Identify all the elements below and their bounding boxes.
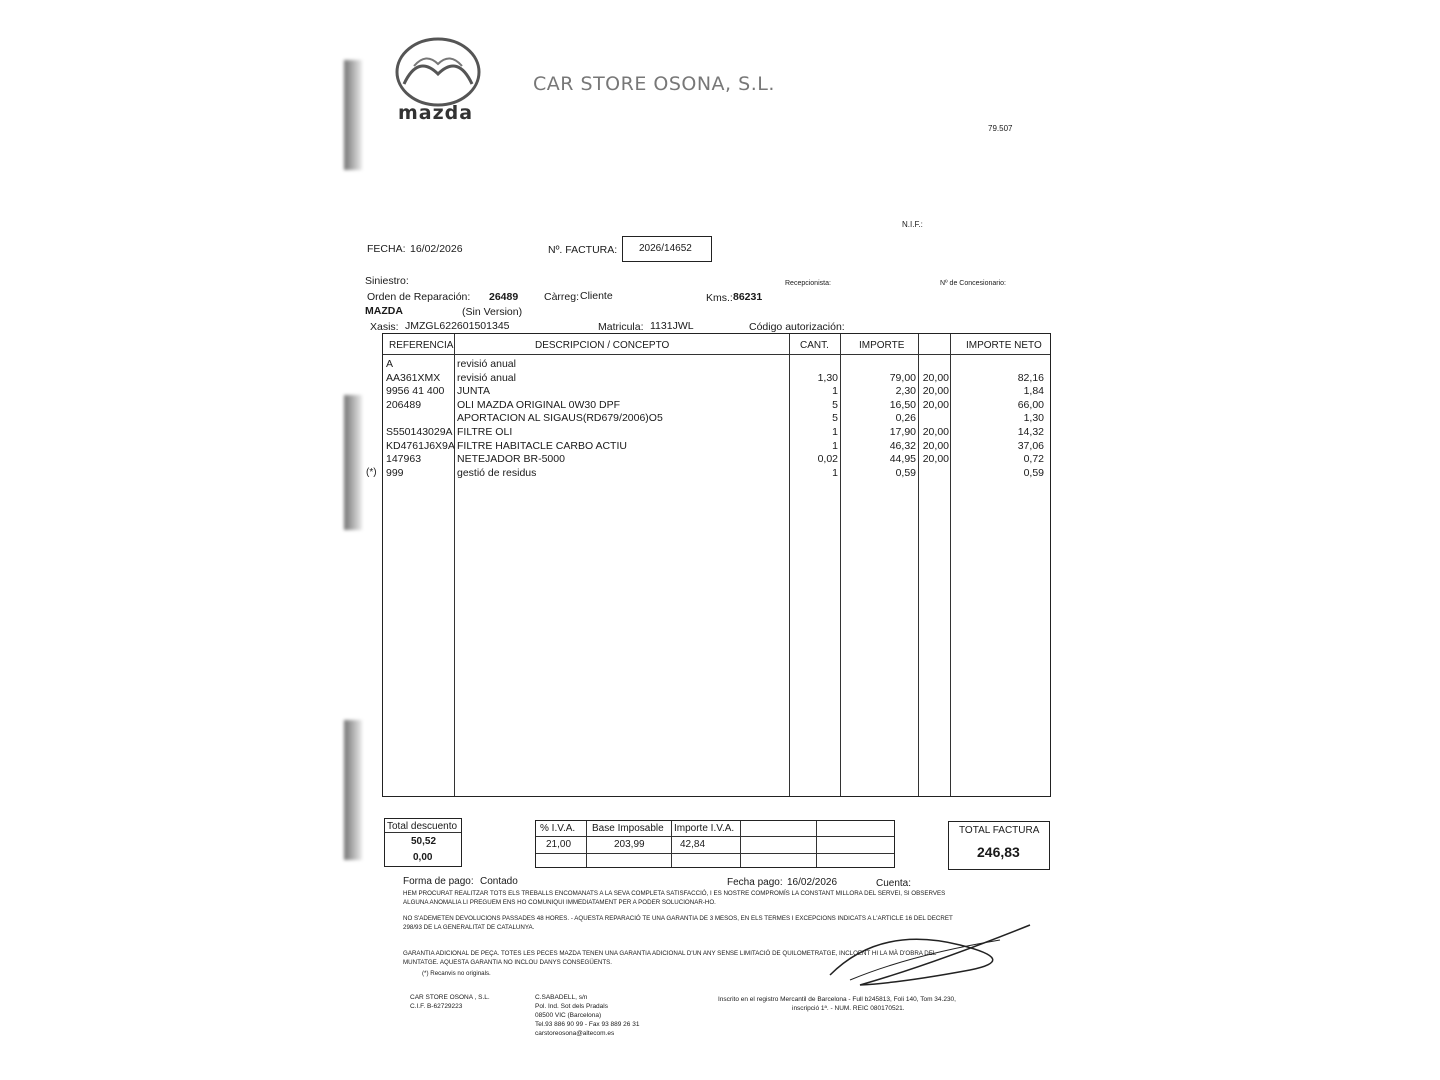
base-label: Base Imposable xyxy=(592,823,664,834)
codigo-label: Código autorización: xyxy=(749,321,845,333)
header-importe-neto: IMPORTE NETO xyxy=(966,340,1042,351)
company-name: CAR STORE OSONA, S.L. xyxy=(533,73,775,95)
footer-addr-5: carstoreosona@altecom.es xyxy=(535,1030,615,1037)
cell-iva: 20,00 xyxy=(922,385,949,398)
cell-referencia: AA361XMX xyxy=(386,371,441,384)
scan-shadow xyxy=(344,60,362,170)
cell-importe-neto: 14,32 xyxy=(1017,426,1044,438)
header-referencia: REFERENCIA xyxy=(389,340,454,351)
cell-iva: 20,00 xyxy=(922,453,949,466)
cell-referencia: KD4761J6X9A xyxy=(386,439,455,452)
kms-value: 86231 xyxy=(733,291,763,303)
descuento-value-2: 0,00 xyxy=(413,852,433,863)
descuento-value: 50,52 xyxy=(411,836,437,847)
concesionario-label: Nº de Concesionario: xyxy=(940,280,1006,287)
iva-col-divider xyxy=(740,821,741,867)
recanvis-note: (*) Recanvis no originals. xyxy=(422,970,491,977)
table-row xyxy=(383,467,1050,481)
matricula-label: Matricula: xyxy=(598,321,644,333)
footer-addr-1: C.SABADELL, s/n xyxy=(535,994,588,1001)
footer-company-name: CAR STORE OSONA , S.L. xyxy=(410,994,490,1001)
mazda-logo xyxy=(392,34,484,126)
cell-importe-neto: 1,84 xyxy=(1023,385,1044,398)
descuento-box xyxy=(384,818,462,867)
table-row xyxy=(383,372,1050,386)
total-label: TOTAL FACTURA xyxy=(959,825,1040,836)
notice-3a: GARANTIA ADICIONAL DE PEÇA. TOTES LES PECES MAZDA TENEN UNA GARANTIA ADICIONAL D'UN ANY SENSE LIMITACIÓ DE QUILOMETRATGE, INCLOENT HI LA MÀ D'OBRA DEL xyxy=(403,950,937,957)
cell-descripcion: revisió anual xyxy=(457,358,516,370)
descuento-divider xyxy=(385,832,461,833)
cell-descripcion: APORTACION AL SIGAUS(RD679/2006)O5 xyxy=(457,412,663,425)
header-cant: CANT. xyxy=(800,340,829,351)
table-row xyxy=(383,426,1050,440)
cell-importe: 46,32 xyxy=(889,439,916,452)
cell-referencia: 206489 xyxy=(386,398,422,411)
cell-descripcion: FILTRE HABITACLE CARBO ACTIU xyxy=(457,439,627,452)
cell-descripcion: gestió de residus xyxy=(457,466,537,479)
cell-descripcion: NETEJADOR BR-5000 xyxy=(457,453,565,466)
cell-referencia: A xyxy=(386,358,394,370)
cell-iva: 20,00 xyxy=(922,439,949,452)
cell-importe: 44,95 xyxy=(889,453,916,466)
matricula-value: 1131JWL xyxy=(650,320,694,332)
col-divider xyxy=(950,334,951,355)
table-row xyxy=(383,385,1050,399)
cell-iva: 20,00 xyxy=(922,398,949,411)
cell-importe-neto: 1,30 xyxy=(1023,412,1044,425)
iva-col-divider xyxy=(671,821,672,867)
importe-iva-value: 42,84 xyxy=(680,839,706,850)
cell-importe-neto: 0,59 xyxy=(1023,466,1044,479)
cell-cant: 1 xyxy=(832,426,838,438)
cell-importe: 2,30 xyxy=(895,385,916,398)
cell-cant: 1 xyxy=(832,385,838,398)
cell-importe: 0,59 xyxy=(895,466,916,479)
forma-pago-label: Forma de pago: xyxy=(403,876,474,887)
cell-descripcion: FILTRE OLI xyxy=(457,426,513,438)
fecha-pago-value: 16/02/2026 xyxy=(787,877,838,888)
signature xyxy=(820,905,1050,995)
header-descripcion: DESCRIPCION / CONCEPTO xyxy=(535,340,670,351)
cell-descripcion: revisió anual xyxy=(457,371,516,384)
notice-3b: MUNTATGE. AQUESTA GARANTIA NO INCLOU DANYS CONSEGÜENTS. xyxy=(403,959,613,966)
iva-pct-label: % I.V.A. xyxy=(540,823,576,834)
cuenta-label: Cuenta: xyxy=(876,878,912,889)
cell-importe: 16,50 xyxy=(889,398,916,411)
fecha-pago-label: Fecha pago: xyxy=(727,877,783,888)
importe-iva-label: Importe I.V.A. xyxy=(674,823,735,834)
registro-2: inscripció 1ª. - NUM. REIC 080170521. xyxy=(792,1005,905,1012)
iva-divider xyxy=(536,853,894,854)
notice-1a: HEM PROCURAT REALITZAR TOTS ELS TREBALLS ENCOMANATS A LA SEVA COMPLETA SATISFACCIÓ, I ES NOSTRE COMPROMÍS LA CONSTANT MILLORA DEL SERVEI, SI OBSERVES xyxy=(403,890,946,897)
iva-pct-value: 21,00 xyxy=(546,839,572,850)
cell-descripcion: JUNTA xyxy=(457,385,491,398)
recepcionista-label: Recepcionista: xyxy=(785,280,831,287)
cell-cant: 1 xyxy=(832,439,838,452)
cell-importe-neto: 82,16 xyxy=(1017,371,1044,384)
orden-value: 26489 xyxy=(489,291,519,303)
cell-referencia: 147963 xyxy=(386,453,422,466)
table-row xyxy=(383,358,1050,372)
factura-value: 2026/14652 xyxy=(639,243,692,254)
cell-cant: 5 xyxy=(832,398,838,411)
scan-shadow xyxy=(344,395,362,530)
footer-addr-4: Tel.93 886 90 99 - Fax 93 889 26 31 xyxy=(535,1021,640,1028)
cell-iva: 20,00 xyxy=(922,426,949,438)
iva-col-divider xyxy=(586,821,587,867)
logo-text: mazda xyxy=(398,102,474,124)
header-importe: IMPORTE xyxy=(859,340,905,351)
cell-importe: 0,26 xyxy=(895,412,916,425)
footer-addr-3: 08500 VIC (Barcelona) xyxy=(535,1012,602,1019)
descuento-label: Total descuento xyxy=(387,821,458,832)
base-value: 203,99 xyxy=(614,839,645,850)
cell-referencia: S550143029A xyxy=(386,426,453,438)
notice-1b: ALGUNA ANOMALIA LI PREGUEM ENS HO COMUNIQUI IMMEDIATAMENT PER A PODER SOLUCIONAR-HO. xyxy=(403,899,716,906)
xasis-label: Xasis: xyxy=(370,321,399,333)
factura-box xyxy=(622,236,712,262)
notice-2b: 298/93 DE LA GENERALITAT DE CATALUNYA. xyxy=(403,924,535,931)
fecha-value: 16/02/2026 xyxy=(410,243,463,255)
orden-label: Orden de Reparación: xyxy=(367,291,471,303)
forma-pago-value: Contado xyxy=(480,876,518,887)
items-table xyxy=(382,333,1051,797)
cell-cant: 5 xyxy=(832,412,838,425)
table-row xyxy=(383,399,1050,413)
cell-descripcion: OLI MAZDA ORIGINAL 0W30 DPF xyxy=(457,398,620,411)
kms-label: Kms.: xyxy=(706,292,733,304)
cell-importe-neto: 37,06 xyxy=(1017,439,1044,452)
cell-importe-neto: 0,72 xyxy=(1023,453,1044,466)
scan-shadow xyxy=(344,720,362,860)
asterisk-mark: (*) xyxy=(366,467,377,478)
fecha-label: FECHA: xyxy=(367,243,406,255)
iva-col-divider xyxy=(816,821,817,867)
nif-label: N.I.F.: xyxy=(902,220,923,229)
iva-box xyxy=(535,820,895,868)
cell-referencia: 999 xyxy=(386,466,404,479)
cell-importe: 79,00 xyxy=(889,371,916,384)
footer-addr-2: Pol. Ind. Sot dels Pradals xyxy=(535,1003,608,1010)
siniestro-label: Siniestro: xyxy=(365,275,409,287)
iva-divider xyxy=(536,836,894,837)
footer-cif: C.I.F. B-62729223 xyxy=(410,1003,463,1010)
cell-referencia: 9956 41 400 xyxy=(386,385,445,398)
cell-iva: 20,00 xyxy=(922,371,949,384)
table-row xyxy=(383,440,1050,454)
carreg-label: Càrreg: xyxy=(544,291,580,303)
total-value: 246,83 xyxy=(977,844,1020,860)
cell-importe-neto: 66,00 xyxy=(1017,398,1044,411)
carreg-value: Cliente xyxy=(580,290,613,302)
cell-importe: 17,90 xyxy=(889,426,916,438)
total-box xyxy=(948,821,1050,870)
factura-label: Nº. FACTURA: xyxy=(548,244,618,256)
company-code: 79.507 xyxy=(988,124,1013,133)
registro-1: Inscrito en el registro Mercantil de Barcelona - Full b245813, Foli 140, Tom 34.230, xyxy=(718,996,956,1003)
cell-cant: 1,30 xyxy=(817,371,838,384)
cell-cant: 1 xyxy=(832,466,838,479)
version: (Sin Version) xyxy=(462,306,523,318)
marca: MAZDA xyxy=(365,305,403,317)
cell-cant: 0,02 xyxy=(817,453,838,466)
table-row xyxy=(383,453,1050,467)
notice-2a: NO S'ADEMETEN DEVOLUCIONS PASSADES 48 HORES. - AQUESTA REPARACIÓ TE UNA GARANTIA DE 3 MESOS, EN ELS TERMES I EXCEPCIONS INDICATS A L'ARTICLE 16 DEL DECRET xyxy=(403,915,953,922)
xasis-value: JMZGL622601501345 xyxy=(405,320,510,332)
table-row xyxy=(383,412,1050,426)
